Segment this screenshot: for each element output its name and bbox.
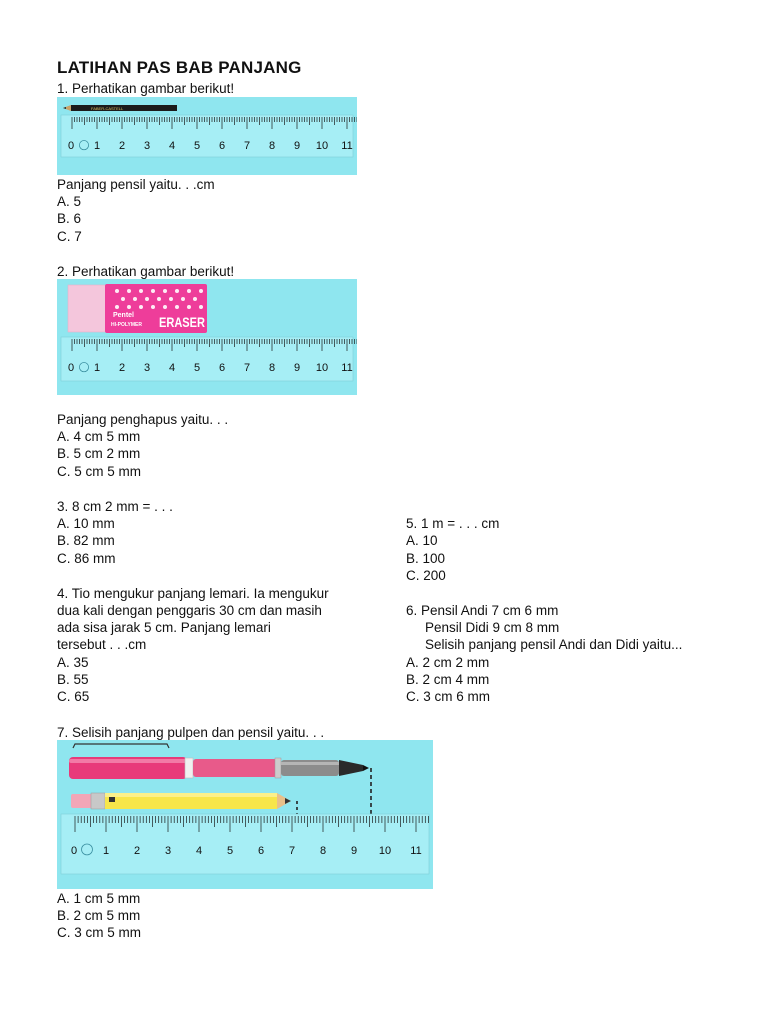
q2-prompt: 2. Perhatikan gambar berikut! [57,264,235,279]
q4-option-b: B. 55 [57,672,89,687]
ruler-label: 1 [93,140,101,152]
ruler-label: 10 [378,845,392,857]
q7-figure [57,740,433,889]
q1-figure [57,97,357,175]
ruler-label: 0 [68,140,75,152]
ruler-label: 9 [293,362,301,374]
ruler-label: 7 [288,845,296,857]
q5-option-b: B. 100 [406,551,446,566]
pencil-image [63,105,177,111]
ruler-label: 6 [257,845,265,857]
q7-option-a: A. 1 cm 5 mm [57,891,141,906]
page-title: LATIHAN PAS BAB PANJANG [57,58,302,77]
q6-option-a: A. 2 cm 2 mm [406,655,490,670]
q5-question: 5. 1 m = . . . cm [406,516,500,531]
ruler-label: 11 [341,362,353,374]
ruler-body [61,814,429,874]
q4-line-1: 4. Tio mengukur panjang lemari. Ia mengukur [57,586,329,601]
q7-option-c: C. 3 cm 5 mm [57,925,142,940]
ruler-label: 6 [218,140,226,152]
ruler-label: 7 [243,362,251,374]
q6-line-1: 6. Pensil Andi 7 cm 6 mm [406,603,559,618]
q4-option-c: C. 65 [57,689,90,704]
ruler-label: 9 [293,140,301,152]
q6-line-3: Selisih panjang pensil Andi dan Didi yaitu... [425,637,683,652]
pencil-print: FABER-CASTELL [91,106,124,111]
ruler-label: 7 [243,140,251,152]
eraser-word: ERASER [159,314,205,330]
ruler-label: 3 [143,362,151,374]
pen-image [69,744,369,779]
ruler-label: 5 [193,140,201,152]
q7-question: 7. Selisih panjang pulpen dan pensil yaitu. . . [57,725,325,740]
ruler-label: 4 [168,140,176,152]
ruler-label: 0 [68,362,75,374]
q7-option-b: B. 2 cm 5 mm [57,908,141,923]
ruler-label: 10 [315,140,329,152]
q2-option-c: C. 5 cm 5 mm [57,464,142,479]
q1-question: Panjang pensil yaitu. . .cm [57,177,215,192]
q3-option-a: A. 10 mm [57,516,115,531]
q2-option-a: A. 4 cm 5 mm [57,429,141,444]
q1-option-c: C. 7 [57,229,82,244]
q5-option-a: A. 10 [406,533,438,548]
ruler-label: 0 [71,845,78,857]
eraser-brand: Pentel [113,312,135,319]
ruler-label: 3 [164,845,172,857]
ruler-label: 4 [168,362,176,374]
q1-option-a: A. 5 [57,194,82,209]
ruler-label: 2 [118,140,126,152]
ruler-label: 9 [350,845,358,857]
ruler-label: 2 [118,362,126,374]
ruler-label: 3 [143,140,151,152]
ruler-label: 11 [341,140,353,152]
ruler-label: 10 [315,362,329,374]
ruler-label: 5 [226,845,234,857]
q3-question: 3. 8 cm 2 mm = . . . [57,499,173,514]
ruler-label: 1 [102,845,110,857]
ruler-label: 4 [195,845,203,857]
q1-prompt: 1. Perhatikan gambar berikut! [57,81,235,96]
ruler-label: 11 [410,845,422,857]
q3-option-c: C. 86 mm [57,551,116,566]
q6-line-2: Pensil Didi 9 cm 8 mm [425,620,560,635]
ruler-label: 5 [193,362,201,374]
ruler-label: 8 [268,362,276,374]
ruler-label: 2 [133,845,141,857]
q6-option-c: C. 3 cm 6 mm [406,689,491,704]
q2-option-b: B. 5 cm 2 mm [57,446,141,461]
q2-question: Panjang penghapus yaitu. . . [57,412,229,427]
q5-option-c: C. 200 [406,568,446,583]
q4-line-3: ada sisa jarak 5 cm. Panjang lemari [57,620,271,635]
ruler-label: 8 [319,845,327,857]
q1-option-b: B. 6 [57,211,82,226]
ruler-label: 6 [218,362,226,374]
q4-line-4: tersebut . . .cm [57,637,147,652]
pencil-image [71,793,291,809]
q4-line-2: dua kali dengan penggaris 30 cm dan masih [57,603,322,618]
eraser-image [68,284,207,333]
eraser-sub: HI-POLYMER [111,322,142,328]
q6-option-b: B. 2 cm 4 mm [406,672,490,687]
ruler-label: 8 [268,140,276,152]
q4-option-a: A. 35 [57,655,89,670]
q2-figure [57,279,357,395]
q3-option-b: B. 82 mm [57,533,115,548]
ruler-label: 1 [93,362,101,374]
